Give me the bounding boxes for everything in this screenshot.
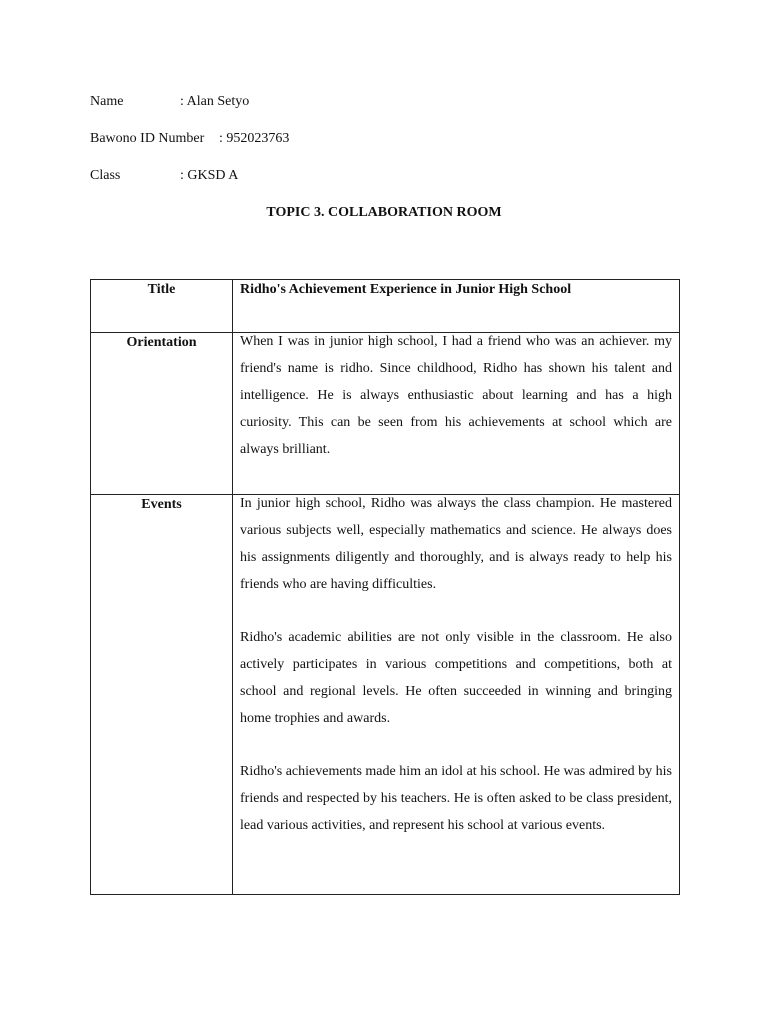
name-label: Name — [90, 94, 124, 109]
id-label: Bawono ID Number — [90, 131, 205, 146]
events-paragraph: Ridho's achievements made him an idol at his school. He was admired by his friends and respected by his teachers. He is often asked to be class president, lead various activities, and represent his school at various events. — [240, 764, 672, 833]
narrative-table — [90, 279, 680, 895]
events-paragraph: Ridho's academic abilities are not only visible in the classroom. He also actively participates in various competitions and competitions, both at school and regional levels. He often succeeded in winning and bringing home trophies and awards. — [240, 630, 672, 726]
story-title: Ridho's Achievement Experience in Junior High School — [240, 282, 572, 297]
orientation-paragraph: When I was in junior high school, I had a friend who was an achiever. my friend's name is ridho. Since childhood, Ridho has shown his talent and intelligence. He is always enthusiastic about learning and has a high curiosity. This can be seen from his achievements at school which are always brilliant. — [240, 334, 672, 457]
name-value: : Alan Setyo — [180, 94, 250, 109]
class-label: Class — [90, 168, 121, 183]
row-label: Title — [147, 282, 176, 297]
document-title: TOPIC 3. COLLABORATION ROOM — [266, 205, 502, 220]
row-content-cell — [233, 495, 680, 895]
events-paragraph: In junior high school, Ridho was always the class champion. He mastered various subjects well, especially mathematics and science. He always does his assignments diligently and thoroughly, and is always ready to help his friends who are having difficulties. — [240, 496, 672, 592]
row-label-cell — [91, 280, 233, 333]
student-class-row — [90, 167, 239, 185]
student-id-row — [90, 130, 290, 148]
table-row-orientation — [91, 333, 680, 495]
table-row-events — [91, 495, 680, 895]
student-name-row — [90, 93, 250, 111]
row-label: Events — [141, 497, 182, 512]
row-label: Orientation — [126, 335, 197, 350]
row-label-cell — [91, 333, 233, 495]
class-value: : GKSD A — [180, 168, 239, 183]
row-content-cell — [233, 333, 680, 495]
row-content-cell — [233, 280, 680, 333]
row-label-cell — [91, 495, 233, 895]
table-row-title — [91, 280, 680, 333]
id-value: : 952023763 — [219, 131, 290, 146]
